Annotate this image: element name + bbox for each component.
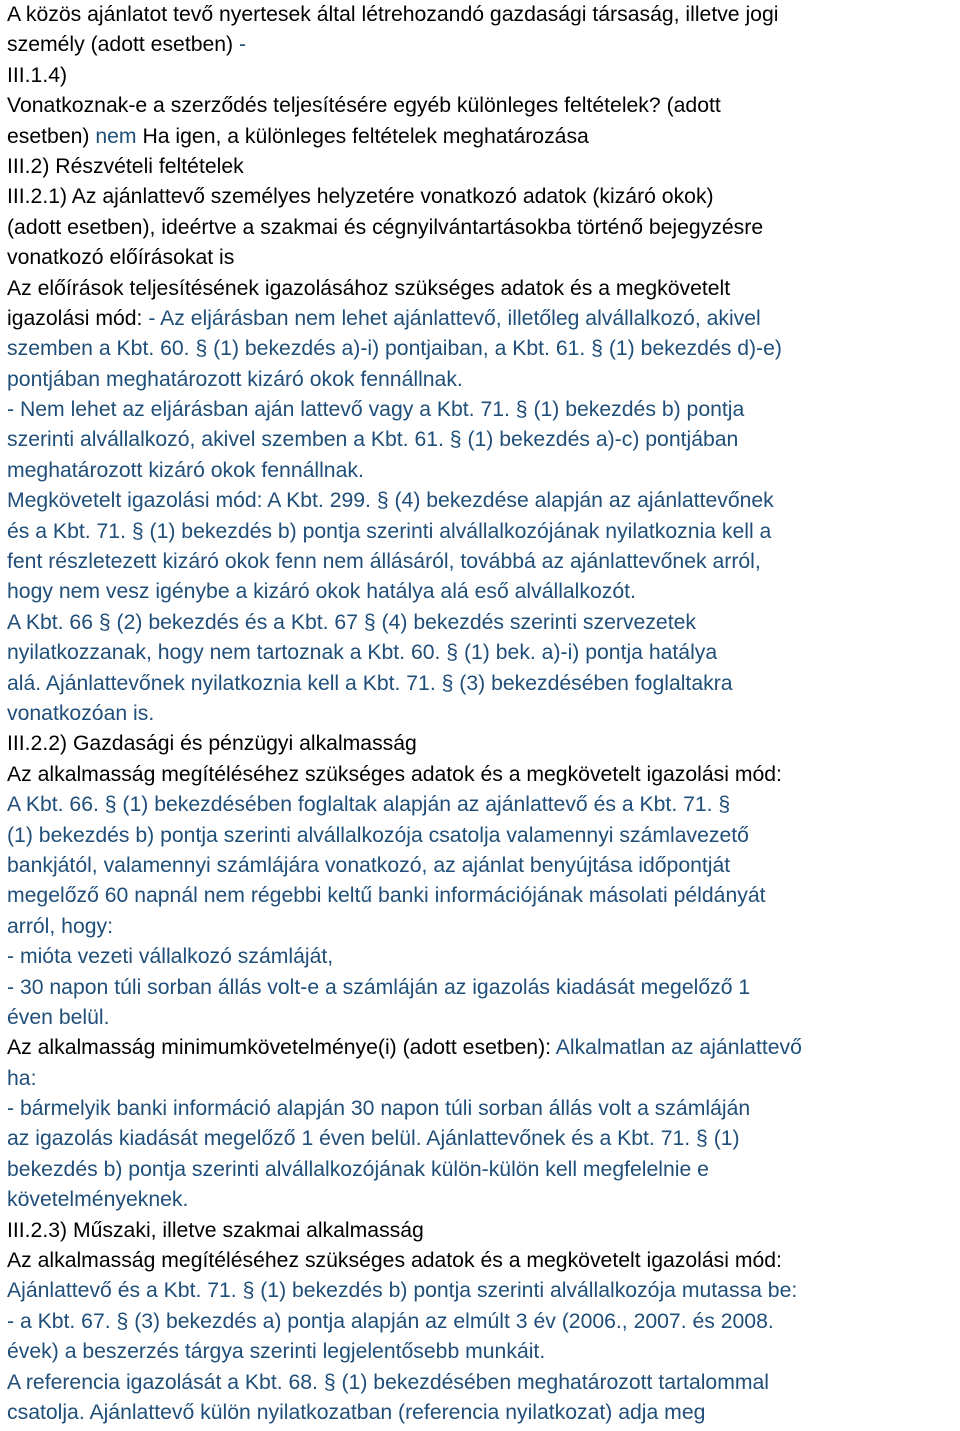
text-line: [7, 1155, 960, 1185]
text-line: [7, 1398, 960, 1428]
label-text: III.1.4): [7, 63, 68, 87]
value-text: Megkövetelt igazolási mód: A Kbt. 299. § (4) bekezdése alapján az ajánlattevőnek: [7, 489, 774, 513]
value-text: nyilatkozzanak, hogy nem tartoznak a Kbt. 60. § (1) bek. a)-i) pontja hatálya: [7, 641, 718, 665]
value-text: követelményeknek.: [7, 1188, 189, 1212]
value-text: - Nem lehet az eljárásban aján lattevő vagy a Kbt. 71. § (1) bekezdés b) pontja: [7, 398, 745, 422]
label-text: személy (adott esetben): [7, 33, 239, 57]
value-text: fent részletezett kizáró okok fenn nem állásáról, továbbá az ajánlattevőnek arról,: [7, 550, 761, 574]
value-text: ha:: [7, 1066, 37, 1090]
text-line: [7, 1307, 960, 1337]
value-text: csatolja. Ajánlattevő külön nyilatkozatban (referencia nyilatkozat) adja meg: [7, 1400, 706, 1424]
text-line: [7, 274, 960, 304]
value-text: arról, hogy:: [7, 914, 113, 938]
text-line: [7, 1185, 960, 1215]
value-text: pontjában meghatározott kizáró okok fennállnak.: [7, 367, 463, 391]
text-line: [7, 1064, 960, 1094]
document-page: [7, 0, 960, 1428]
text-line: [7, 243, 960, 273]
label-text: A közös ajánlatot tevő nyertesek által létrehozandó gazdasági társaság, illetve jogi: [7, 3, 779, 26]
text-line: [7, 1033, 960, 1063]
text-line: [7, 0, 960, 30]
value-text: megelőző 60 napnál nem régebbi keltű banki információjának másolati példányát: [7, 884, 766, 908]
value-text: szerinti alvállalkozó, akivel szemben a Kbt. 61. § (1) bekezdés a)-c) pontjában: [7, 428, 739, 452]
text-line: [7, 1246, 960, 1276]
text-line: [7, 1216, 960, 1246]
value-text: A Kbt. 66. § (1) bekezdésében foglaltak alapján az ajánlattevő és a Kbt. 71. §: [7, 793, 731, 817]
text-line: [7, 395, 960, 425]
value-text: - a Kbt. 67. § (3) bekezdés a) pontja alapján az elmúlt 3 év (2006., 2007. és 2008.: [7, 1309, 774, 1333]
text-line: [7, 699, 960, 729]
text-line: [7, 334, 960, 364]
text-line: [7, 821, 960, 851]
label-text: (adott esetben), ideértve a szakmai és cégnyilvántartásokba történő bejegyzésre: [7, 215, 764, 239]
text-line: [7, 881, 960, 911]
label-text: vonatkozó előírásokat is: [7, 246, 235, 270]
label-text: Az alkalmasság megítéléséhez szükséges adatok és a megkövetelt igazolási mód:: [7, 762, 782, 786]
text-line: [7, 577, 960, 607]
value-text: A Kbt. 66 § (2) bekezdés és a Kbt. 67 § (4) bekezdés szerinti szervezetek: [7, 610, 696, 634]
value-text: meghatározott kizáró okok fennállnak.: [7, 458, 364, 482]
text-line: [7, 1337, 960, 1367]
value-text: Ajánlattevő és a Kbt. 71. § (1) bekezdés b) pontja szerinti alvállalkozója mutassa be:: [7, 1279, 798, 1303]
label-text: III.2.1) Az ajánlattevő személyes helyzetére vonatkozó adatok (kizáró okok): [7, 185, 714, 209]
text-line: [7, 425, 960, 455]
text-line: [7, 213, 960, 243]
value-text: Alkalmatlan az ajánlattevő: [555, 1036, 802, 1060]
value-text: bankjától, valamennyi számlájára vonatkozó, az ajánlat benyújtása időpontját: [7, 853, 731, 877]
text-line: [7, 486, 960, 516]
value-text: éven belül.: [7, 1005, 110, 1029]
text-line: [7, 729, 960, 759]
label-text: Az előírások teljesítésének igazolásához szükséges adatok és a megkövetelt: [7, 276, 731, 300]
value-text: hogy nem vesz igénybe a kizáró okok hatálya alá eső alvállalkozót.: [7, 580, 636, 604]
text-line: [7, 912, 960, 942]
label-text: igazolási mód:: [7, 306, 149, 330]
value-text: vonatkozóan is.: [7, 701, 155, 725]
text-line: [7, 973, 960, 1003]
label-text: III.2.3) Műszaki, illetve szakmai alkalmasság: [7, 1218, 424, 1242]
text-line: [7, 1003, 960, 1033]
value-text: szemben a Kbt. 60. § (1) bekezdés a)-i) pontjaiban, a Kbt. 61. § (1) bekezdés d)-e): [7, 337, 782, 361]
value-text: - mióta vezeti vállalkozó számláját,: [7, 945, 334, 969]
text-line: [7, 851, 960, 881]
label-text: Ha igen, a különleges feltételek meghatározása: [136, 124, 589, 148]
text-line: [7, 760, 960, 790]
value-text: alá. Ajánlattevőnek nyilatkoznia kell a Kbt. 71. § (3) bekezdésében foglaltakra: [7, 671, 733, 695]
label-text: III.2) Részvételi feltételek: [7, 154, 244, 178]
label-text: Vonatkoznak-e a szerződés teljesítésére egyéb különleges feltételek? (adott: [7, 94, 721, 118]
text-line: [7, 669, 960, 699]
text-line: [7, 790, 960, 820]
value-text: - Az eljárásban nem lehet ajánlattevő, illetőleg alvállalkozó, akivel: [148, 306, 761, 330]
text-line: [7, 122, 960, 152]
label-text: Az alkalmasság minimumkövetelménye(i) (adott esetben):: [7, 1036, 556, 1060]
text-line: [7, 30, 960, 60]
value-text: az igazolás kiadását megelőző 1 éven belül. Ajánlattevőnek és a Kbt. 71. § (1): [7, 1127, 740, 1151]
value-text: - bármelyik banki információ alapján 30 napon túli sorban állás volt a számláján: [7, 1097, 751, 1121]
text-line: [7, 365, 960, 395]
value-text: A referencia igazolását a Kbt. 68. § (1) bekezdésében meghatározott tartalommal: [7, 1370, 770, 1394]
value-text: évek) a beszerzés tárgya szerinti legjelentősebb munkáit.: [7, 1340, 546, 1364]
value-text: (1) bekezdés b) pontja szerinti alvállalkozója csatolja valamennyi számlavezető: [7, 823, 749, 847]
text-line: [7, 304, 960, 334]
text-line: [7, 638, 960, 668]
text-line: [7, 456, 960, 486]
text-line: [7, 1276, 960, 1306]
value-text: - 30 napon túli sorban állás volt-e a számláján az igazolás kiadását megelőző 1: [7, 975, 751, 999]
text-line: [7, 1368, 960, 1398]
value-text: nem: [95, 124, 137, 148]
value-text: bekezdés b) pontja szerinti alvállalkozójának külön-külön kell megfelelnie e: [7, 1157, 709, 1181]
text-line: [7, 547, 960, 577]
text-line: [7, 91, 960, 121]
label-text: III.2.2) Gazdasági és pénzügyi alkalmasság: [7, 732, 417, 756]
text-line: [7, 942, 960, 972]
text-line: [7, 1094, 960, 1124]
text-line: [7, 182, 960, 212]
text-line: [7, 61, 960, 91]
text-line: [7, 608, 960, 638]
text-line: [7, 517, 960, 547]
label-text: Az alkalmasság megítéléséhez szükséges adatok és a megkövetelt igazolási mód:: [7, 1249, 782, 1273]
text-line: [7, 152, 960, 182]
text-line: [7, 1124, 960, 1154]
value-text: és a Kbt. 71. § (1) bekezdés b) pontja szerinti alvállalkozójának nyilatkoznia kell a: [7, 519, 772, 543]
label-text: esetben): [7, 124, 96, 148]
value-text: -: [239, 33, 247, 57]
